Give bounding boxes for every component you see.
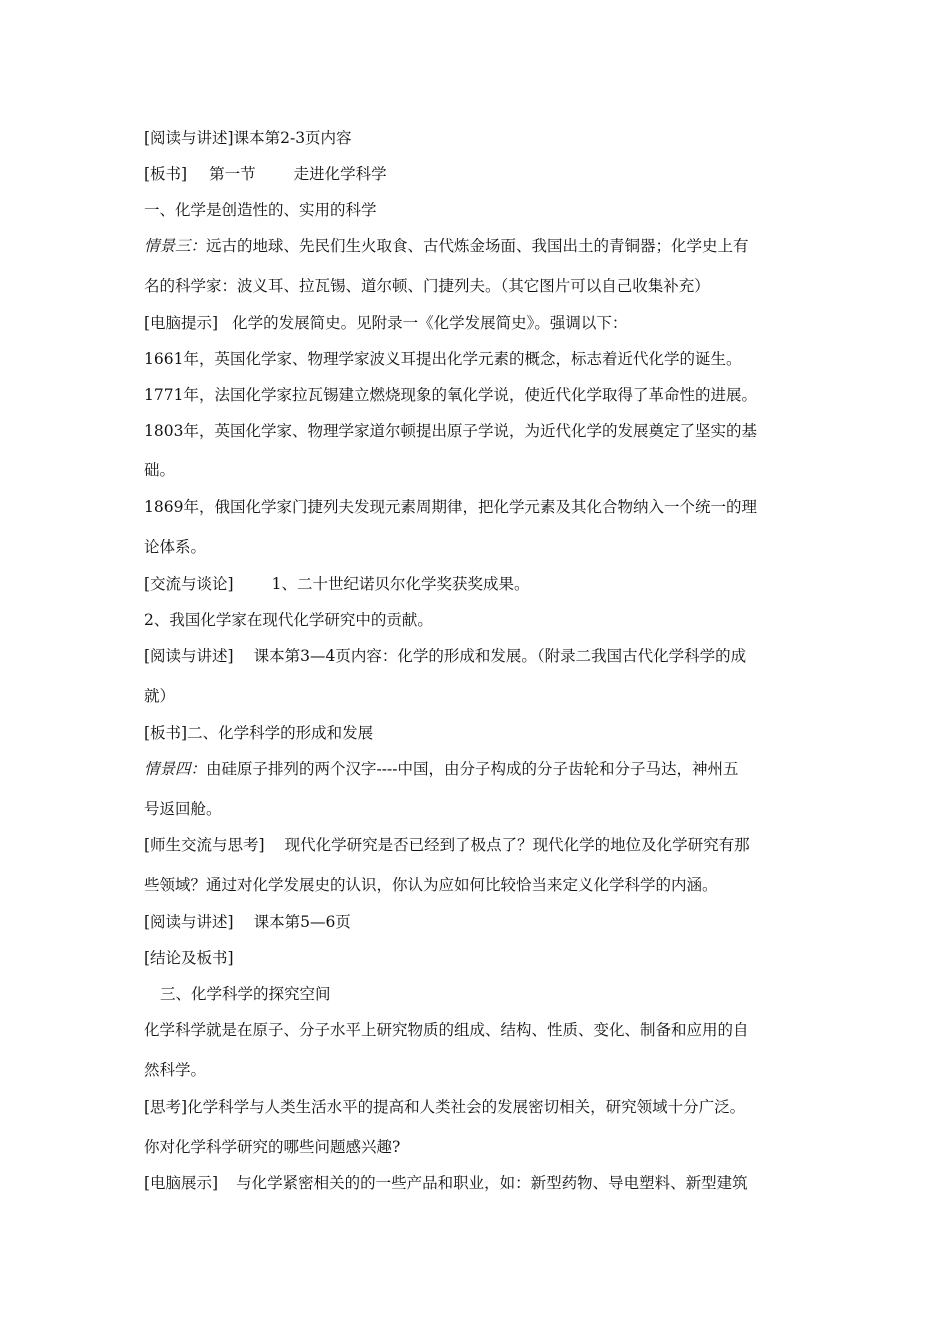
- text-line: 就）: [144, 687, 176, 705]
- text-line: [结论及板书]: [144, 949, 234, 967]
- text-line: 化学科学就是在原子、分子水平上研究物质的组成、结构、性质、变化、制备和应用的自: [144, 1021, 749, 1039]
- text-line: [交流与谈论] 1、二十世纪诺贝尔化学奖获奖成果。: [144, 575, 530, 593]
- text-line: 一、化学是创造性的、实用的科学: [144, 201, 377, 219]
- text-line: [电脑提示] 化学的发展简史。见附录一《化学发展简史》。强调以下：: [144, 314, 628, 332]
- text-line: 号返回舱。: [144, 800, 222, 818]
- text-line: [电脑展示] 与化学紧密相关的的一些产品和职业，如：新型药物、导电塑料、新型建筑: [144, 1174, 748, 1192]
- text-line: 情景三：远古的地球、先民们生火取食、古代炼金场面、我国出土的青铜器；化学史上有: [144, 237, 749, 255]
- text-line: 1869年，俄国化学家门捷列夫发现元素周期律，把化学元素及其化合物纳入一个统一的理: [144, 498, 757, 516]
- text-line: [阅读与讲述] 课本第5—6页: [144, 913, 351, 931]
- text-line: [阅读与讲述]课本第2-3页内容: [144, 129, 352, 147]
- text-line: 1803年，英国化学家、物理学家道尔顿提出原子学说，为近代化学的发展奠定了坚实的基: [144, 422, 757, 440]
- text-line: 论体系。: [144, 538, 207, 556]
- text-line: [思考]化学科学与人类生活水平的提高和人类社会的发展密切相关，研究领域十分广泛。: [144, 1098, 746, 1116]
- text-line: [师生交流与思考] 现代化学研究是否已经到了极点了？现代化学的地位及化学研究有那: [144, 836, 750, 854]
- text-line: 1661年，英国化学家、物理学家波义耳提出化学元素的概念，标志着近代化学的诞生。: [144, 350, 742, 368]
- text-line: 2、我国化学家在现代化学研究中的贡献。: [144, 611, 433, 629]
- text-line: 然科学。: [144, 1061, 207, 1079]
- text-line: [板书]二、化学科学的形成和发展: [144, 724, 374, 742]
- text-line: 情景四：由硅原子排列的两个汉字----中国，由分子构成的分子齿轮和分子马达，神州五: [144, 760, 739, 778]
- text-line: 你对化学科学研究的哪些问题感兴趣?: [144, 1138, 401, 1156]
- text-line: [阅读与讲述] 课本第3—4页内容：化学的形成和发展。（附录二我国古代化学科学的成: [144, 647, 747, 665]
- text-line: 些领域？通过对化学发展史的认识，你认为应如何比较恰当来定义化学科学的内涵。: [144, 876, 718, 894]
- text-line: 础。: [144, 461, 176, 479]
- section-heading: [板书] 第一节 走进化学科学: [144, 165, 387, 183]
- text-line: 1771年，法国化学家拉瓦锡建立燃烧现象的氧化学说，使近代化学取得了革命性的进展。: [144, 386, 757, 404]
- section-heading: 三、化学科学的探究空间: [160, 985, 331, 1003]
- text-line: 名的科学家：波义耳、拉瓦锡、道尔顿、门捷列夫。（其它图片可以自己收集补充）: [144, 277, 710, 295]
